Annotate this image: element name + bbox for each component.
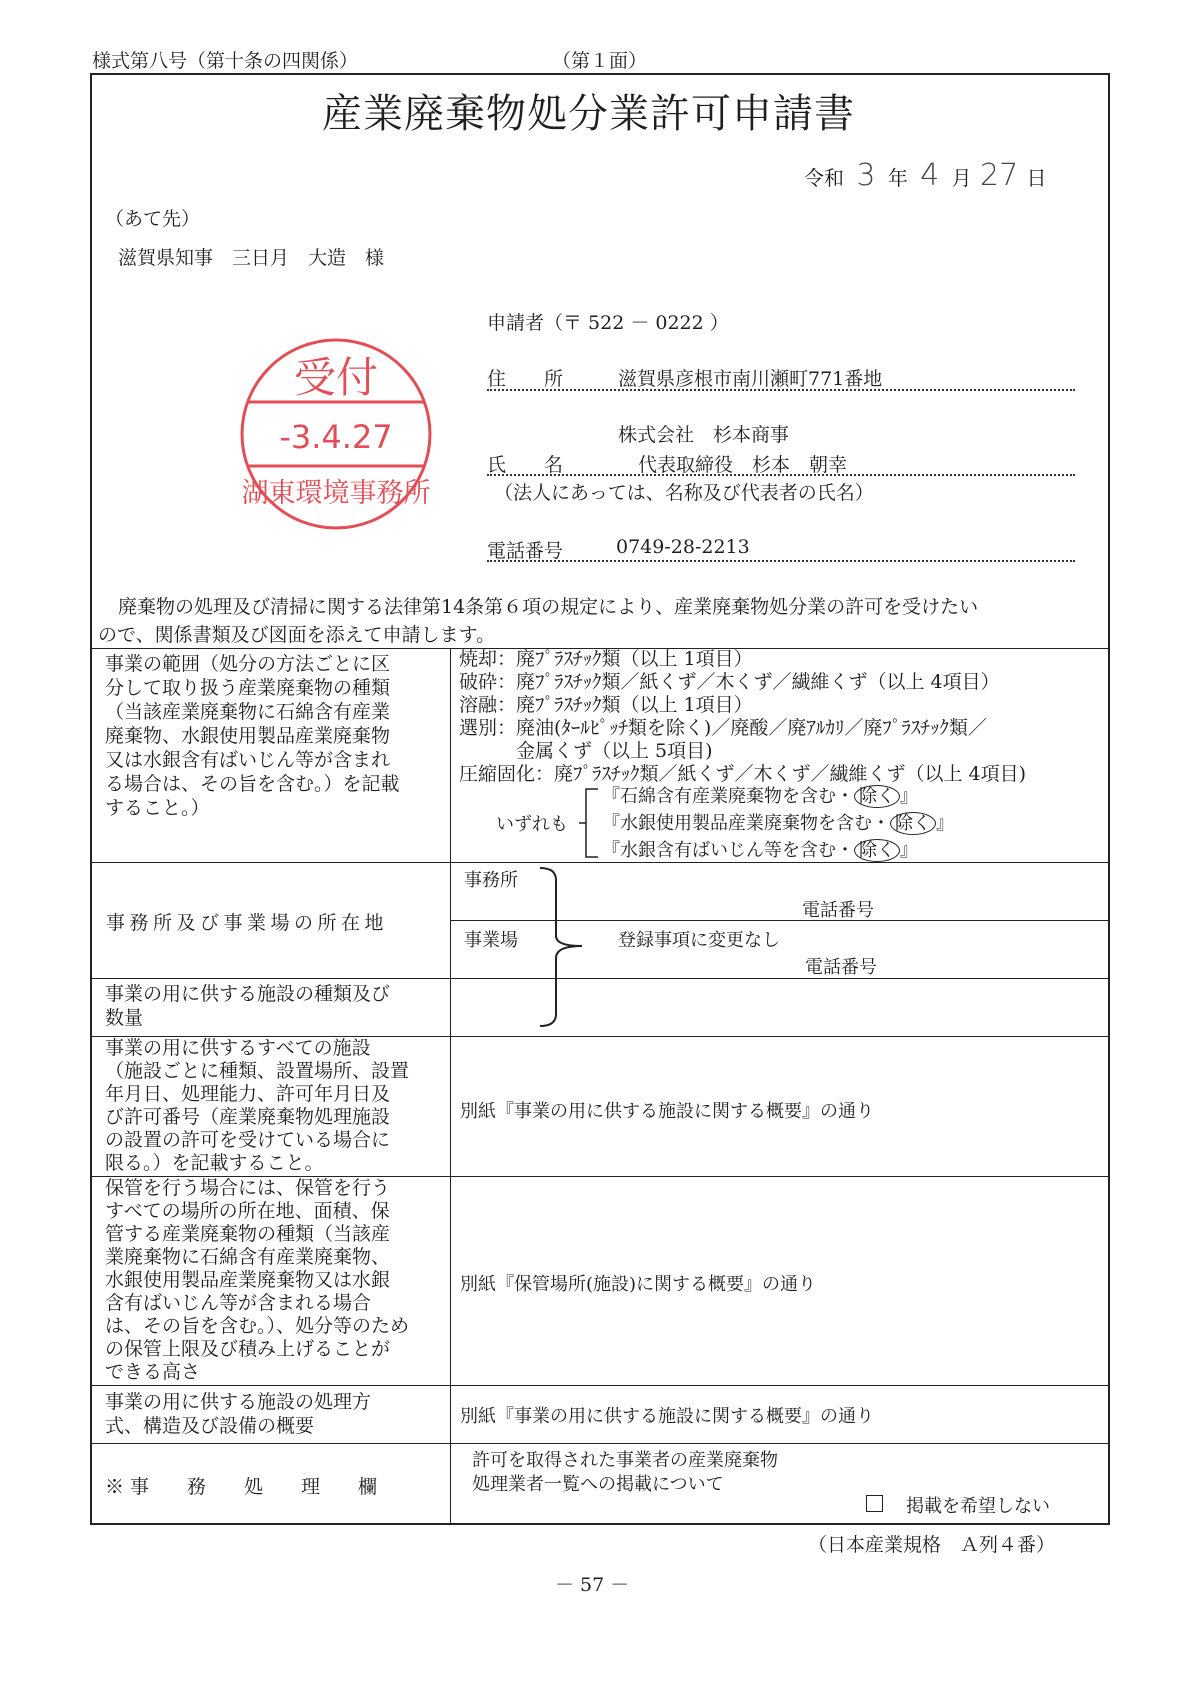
all-facilities-label-line: 限る。）を記載すること。: [105, 1152, 324, 1174]
paper-standard-note: （日本産業規格 Ａ列４番）: [808, 1534, 1056, 1556]
location-bracket: [538, 866, 590, 1030]
scope-label: [105, 652, 445, 820]
office-phone-label: 電話番号: [802, 900, 874, 921]
scope-item: 溶融：廃ﾌﾟﾗｽﾁｯｸ類（以上 1項目）: [459, 694, 753, 716]
date-month-unit: 月: [951, 166, 972, 190]
storage-label-line: できる高さ: [105, 1361, 201, 1383]
stamp-date: -3.4.27: [279, 418, 393, 456]
option-text: 『水銀使用製品産業廃棄物を含む・: [602, 813, 890, 834]
address-value: 滋賀県彦根市南川瀬町771番地: [618, 368, 883, 390]
location-bracket-path: [540, 868, 582, 1026]
scope-label-line: る場合は、その旨を含む。）を記載: [105, 773, 400, 795]
all-facilities-label: [105, 1037, 445, 1175]
asbestos-option: [602, 782, 918, 808]
scope-item: 焼却：廃ﾌﾟﾗｽﾁｯｸ類（以上 1項目）: [459, 648, 753, 670]
option-text: 『水銀含有ばいじん等を含む・: [602, 840, 854, 861]
page-number: － 57 －: [555, 1574, 630, 1596]
storage-label-line: 水銀使用製品産業廃棄物又は水銀: [105, 1269, 391, 1291]
addressee-label: （あて先）: [105, 208, 201, 230]
storage-label-line: すべての場所の所在地、面積、保: [105, 1200, 390, 1222]
phone-dotted-line: [487, 560, 1075, 562]
storage-label-line: の保管上限及び積み上げることが: [105, 1338, 391, 1360]
scope-item: 金属くず（以上 5項目): [459, 740, 713, 762]
no-listing-checkbox[interactable]: [866, 1495, 883, 1512]
scope-label-line: 又は水銀含有ばいじん等が含まれ: [105, 749, 391, 771]
reception-stamp: [238, 336, 434, 532]
stamp-top: 受付: [293, 353, 379, 402]
statement-line-2: ので、関係書類及び図面を添えて申請します。: [98, 624, 496, 646]
scope-label-line: 分して取り扱う産業廃棄物の種類: [105, 677, 391, 699]
applicant-postal: 申請者（〒 522 － 0222 ）: [487, 312, 729, 334]
option-close: 』: [936, 813, 954, 834]
addressee-name: 滋賀県知事 三日月 大造 様: [118, 247, 385, 269]
mercury-dust-option: [602, 836, 918, 862]
all-facilities-label-line: 年月日、処理能力、許可年月日及: [105, 1083, 391, 1105]
processing-value: 別紙『事業の用に供する施設に関する概要』の通り: [460, 1406, 874, 1427]
page-title: 産業廃棄物処分業許可申請書: [322, 91, 855, 137]
address-dotted-line: [487, 389, 1075, 391]
scope-item: 圧縮固化：廃ﾌﾟﾗｽﾁｯｸ類／紙くず／木くず／繊維くず（以上 4項目): [459, 763, 1027, 785]
all-facilities-label-line: （施設ごとに種類、設置場所、設置: [105, 1060, 410, 1082]
all-facilities-label-line: 事業の用に供するすべての施設: [105, 1037, 371, 1059]
mercury-product-option: [602, 809, 954, 835]
processing-label-line: 事業の用に供する施設の処理方: [105, 1391, 372, 1413]
option-bracket-path: [579, 789, 598, 857]
scope-item: 破砕：廃ﾌﾟﾗｽﾁｯｸ類／紙くず／木くず／繊維くず（以上 4項目）: [459, 671, 1000, 693]
date-day-unit: 日: [1026, 166, 1047, 190]
admin-note-line-2: 処理業者一覧への掲載について: [472, 1474, 724, 1495]
representative-name: 代表取締役 杉本 朝幸: [638, 454, 848, 476]
name-dotted-line: [487, 474, 1075, 476]
processing-label: [105, 1390, 445, 1438]
date-era: 令和: [804, 166, 844, 190]
facility-kind-label-line: 数量: [105, 1007, 144, 1029]
option-close: 』: [900, 840, 918, 861]
date-day: 27: [979, 158, 1019, 193]
option-text: 『石綿含有産業廃棄物を含む・: [602, 786, 854, 807]
site-phone-label: 電話番号: [805, 957, 877, 978]
phone-value: 0749-28-2213: [616, 536, 750, 558]
scope-label-line: 事業の範囲（処分の方法ごとに区: [105, 653, 391, 675]
facility-kind-label-line: 事業の用に供する施設の種類及び: [105, 983, 391, 1005]
all-facilities-label-line: の設置の許可を受けている場合に: [105, 1129, 391, 1151]
storage-label-line: 含有ばいじん等が含まれる場合: [105, 1292, 372, 1314]
statement-line-1: 廃棄物の処理及び清掃に関する法律第14条第６項の規定により、産業廃棄物処分業の許可を受けたい: [118, 596, 979, 618]
storage-label-line: は、その旨を含む。）、処分等のため: [105, 1315, 410, 1337]
row-border: [90, 862, 1110, 863]
facility-kind-label: [105, 982, 445, 1030]
scope-label-line: （当該産業廃棄物に石綿含有産業: [105, 701, 391, 723]
page-face-label: （第１面）: [552, 50, 648, 72]
processing-label-line: 式、構造及び設備の概要: [105, 1415, 315, 1437]
phone-label: 電話番号: [487, 540, 564, 562]
row-border: [90, 978, 1110, 979]
name-note: （法人にあっては、名称及び代表者の氏名）: [494, 482, 874, 504]
scope-item: 選別：廃油(ﾀｰﾙﾋﾟｯﾁ類を除く)／廃酸／廃ｱﾙｶﾘ／廃ﾌﾟﾗｽﾁｯｸ類／: [459, 717, 987, 739]
option-close: 』: [900, 786, 918, 807]
table-column-divider: [450, 648, 451, 1524]
date-year-unit: 年: [887, 166, 908, 190]
all-facilities-value: 別紙『事業の用に供する施設に関する概要』の通り: [460, 1101, 874, 1122]
company-name: 株式会社 杉本商事: [618, 424, 790, 446]
date-year: 3: [856, 158, 876, 193]
option-circled: 除く: [854, 785, 900, 808]
row-border: [90, 1443, 1110, 1444]
address-label: 住 所: [487, 368, 564, 390]
admin-note-line-1: 許可を取得された事業者の産業廃棄物: [472, 1450, 778, 1471]
scope-label-line: すること。）: [105, 797, 210, 819]
location-label: 事務所及び事業場の所在地: [106, 912, 389, 934]
admin-label: ※ 事 務 処 理 欄: [105, 1476, 378, 1498]
office-label: 事務所: [464, 870, 518, 891]
scope-label-line: 廃棄物、水銀使用製品産業廃棄物: [105, 725, 391, 747]
option-bracket: [578, 786, 602, 860]
application-date: [804, 158, 1047, 193]
option-circled: 除く: [854, 839, 900, 862]
row-border: [90, 1385, 1110, 1386]
storage-label: [105, 1177, 445, 1384]
no-listing-label: 掲載を希望しない: [906, 1496, 1050, 1517]
name-label: 氏 名: [487, 454, 564, 476]
date-month: 4: [920, 158, 940, 193]
storage-value: 別紙『保管場所(施設)に関する概要』の通り: [460, 1274, 817, 1295]
form-number: 様式第八号（第十条の四関係）: [92, 50, 359, 72]
scope-content: [459, 648, 1109, 786]
izuremo-label: いずれも: [496, 814, 568, 835]
storage-label-line: 管する産業廃棄物の種類（当該産: [105, 1223, 391, 1245]
storage-label-line: 業廃棄物に石綿含有産業廃棄物、: [105, 1246, 391, 1268]
site-label: 事業場: [464, 930, 518, 951]
option-circled: 除く: [890, 812, 936, 835]
storage-label-line: 保管を行う場合には、保管を行う: [105, 1177, 391, 1199]
all-facilities-label-line: び許可番号（産業廃棄物処理施設: [105, 1106, 391, 1128]
stamp-office: 湖東環境事務所: [241, 478, 431, 509]
no-change-note: 登録事項に変更なし: [618, 930, 780, 951]
